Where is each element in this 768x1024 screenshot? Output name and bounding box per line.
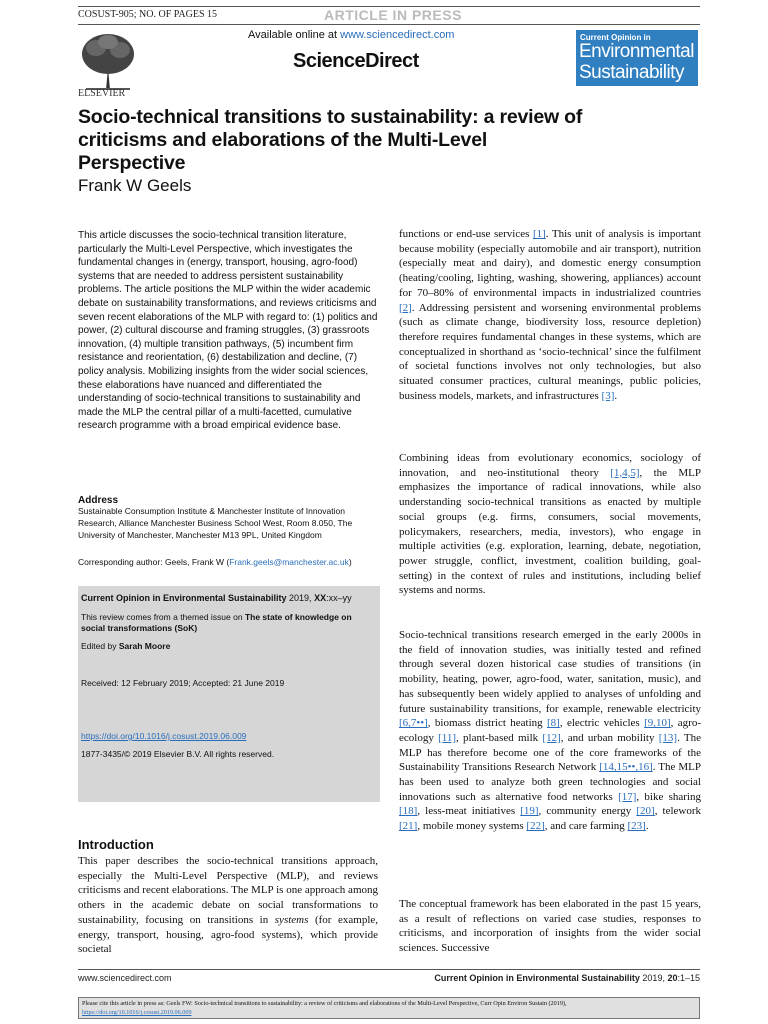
infobox-theme-title: The state of knowledge on social transformations (SoK) <box>81 612 352 633</box>
journal-badge-title <box>579 41 694 83</box>
text-run: , bike sharing <box>636 790 701 803</box>
citation-link[interactable]: [1] <box>532 228 546 240</box>
sciencedirect-logo: ScienceDirect <box>293 50 419 72</box>
cite-this-article-box <box>78 997 700 1019</box>
footer-citation <box>434 973 700 983</box>
citation-link[interactable]: [23] <box>627 820 646 833</box>
citation-link[interactable]: [18] <box>399 805 418 818</box>
abstract-text: This article discusses the socio-technical transition literature, particularly the Multi-Level Perspective, which investigates the fundamental changes in (energy, transport, housing, agro-food) systems that are needed to address persistent sustainability problems. The article positions the MLP within the wider academic debate on sustainability transformations, and reviews criticisms and seven recent elaborations of the MLP with regard to: (1) politics and power, (2) cultural discourse and framing struggles, (3) grassroots innovation, (4) multiple transition pathways, (5) incumbent firm resistance and reorientation, (6) destabilization and decline, (7) policy analysis. Mobilizing insights from the wider social sciences, these elaborations have nuanced and differentiated the understanding of socio-technical transitions to sustainability and made the MLP the central pillar of a multi-facetted, cumulative research programme with a broad empirical evidence base. <box>78 230 378 432</box>
text-run: , plant-based milk <box>456 731 543 744</box>
citation-link[interactable]: [6,7••] <box>399 717 428 730</box>
intro-text-a: This paper describes the socio-technical transitions approach, especially the Multi-Level Perspective (MLP), and reviews criticisms and recent elaborations. The MLP is one approach among others in the academic debate on social transformations to sustainability, focusing on transitions in <box>78 855 378 926</box>
right-paragraph-1 <box>399 227 701 403</box>
cite-doi-link[interactable]: https://doi.org/10.1016/j.cosust.2019.06.009 <box>82 1009 192 1016</box>
availability-prefix: Available online at <box>248 29 341 41</box>
footer-volume: 20 <box>667 973 678 983</box>
text-run: , mobile money systems <box>417 820 527 833</box>
article-info-box <box>78 586 380 802</box>
corresponding-suffix: ) <box>348 557 352 567</box>
right-paragraph-3 <box>399 628 701 834</box>
cite-line-1: Please cite this article in press as: Geels FW: Socio-technical transitions to sustainability: a review of criticisms and elaborations of the Multi-Level Perspective, Curr Opin Environ Sustain (2019), <box>82 1000 567 1007</box>
right-paragraph-2 <box>399 451 701 598</box>
footer-journal: Current Opinion in Environmental Sustainability <box>434 973 640 983</box>
address-label: Address <box>78 495 119 506</box>
citation-link[interactable]: [20] <box>636 805 655 818</box>
text-run: , less-meat initiatives <box>417 805 521 818</box>
intro-text-em: systems <box>274 913 309 926</box>
infobox-editor-name: Sarah Moore <box>118 641 171 651</box>
article-title-line3: Perspective <box>78 152 186 174</box>
author-email-link[interactable]: Frank.geels@manchester.ac.uk <box>229 557 349 567</box>
availability-line <box>248 29 454 41</box>
text-run: . The MLP has therefore become one of the core frameworks of the Sustainability Transitions Research Network <box>399 731 702 774</box>
article-title-line1: Socio-technical transitions to sustainability: a review of <box>78 106 583 128</box>
citation-link[interactable]: [14,15••,16] <box>599 761 653 774</box>
text-run: Combining ideas from evolutionary economics, sociology of innovation, and neo-institutional theory <box>399 452 701 479</box>
infobox-dates: Received: 12 February 2019; Accepted: 21 June 2019 <box>81 678 285 688</box>
publisher-name: ELSEVIER <box>78 88 126 99</box>
text-run: . This unit of analysis is important because mobility (especially automobile and air transport), nutrition (especially meat and dairy), and domestic energy consumption (heating/cooling, lighting, washing, showering, appliances) account for 70–80% of environmental impacts in industrialized countries <box>399 228 701 299</box>
author-name: Frank W Geels <box>78 176 192 195</box>
citation-link[interactable]: [17] <box>618 790 637 803</box>
sciencedirect-link[interactable]: www.sciencedirect.com <box>340 29 455 41</box>
journal-badge-line1: Current Opinion in <box>580 33 651 42</box>
infobox-theme <box>81 612 377 634</box>
text-run: , the MLP emphasizes the importance of radical innovations, while also understanding socio-technical transitions as enacted by multiple social groups (e.g. firms, consumers, social movements, policymakers, researchers, media, investors), who engage in multiple activities (e.g. exploration, learning, debate, negotiation, power struggle, conflict, investment, coalition building, goal-setting) in the context of rules and institutions, including belief systems and norms. <box>399 466 701 597</box>
journal-badge-line2: Environmental <box>579 41 694 62</box>
text-run: , electric vehicles <box>559 717 645 730</box>
infobox-theme-prefix: This review comes from a themed issue on <box>81 612 245 622</box>
infobox-citation <box>81 593 352 604</box>
infobox-journal: Current Opinion in Environmental Sustainability <box>81 593 287 603</box>
article-title <box>78 106 638 175</box>
citation-link[interactable]: [13] <box>658 731 678 744</box>
address-text: Sustainable Consumption Institute & Manchester Institute of Innovation Research, Alliance Manchester Business School West, Room 8.050, The University of Manchester, Manchester M13 9PL, United Kingdom <box>78 506 353 540</box>
text-run: . <box>614 389 618 402</box>
text-run: , agro-ecology <box>399 717 701 744</box>
footer-pages: :1–15 <box>677 973 700 983</box>
text-run: , and care farming <box>544 820 628 833</box>
citation-link[interactable]: [21] <box>399 820 418 833</box>
text-run: , biomass district heating <box>427 717 547 730</box>
text-run: , and urban mobility <box>560 731 659 744</box>
infobox-year: 2019, <box>286 593 315 603</box>
intro-text-b: (for example, energy, transport, housing, agro-food systems), which provide societal <box>78 913 379 956</box>
citation-link[interactable]: [19] <box>520 805 539 818</box>
corresponding-prefix: Corresponding author: Geels, Frank W ( <box>78 557 230 567</box>
text-run: , telework <box>654 805 701 818</box>
citation-link[interactable]: [22] <box>526 820 545 833</box>
citation-link[interactable]: [8] <box>547 717 560 730</box>
manuscript-code: COSUST-905; NO. OF PAGES 15 <box>78 9 218 20</box>
citation-link[interactable]: [2] <box>399 301 412 314</box>
citation-link[interactable]: [9,10] <box>644 717 671 730</box>
article-status-bar <box>78 6 700 25</box>
text-run: , community energy <box>538 805 637 818</box>
footer-year: 2019, <box>639 973 668 983</box>
journal-badge-line3: Sustainability <box>579 62 684 83</box>
text-run: functions or end-use services <box>399 228 533 240</box>
citation-link[interactable]: [12] <box>542 731 561 744</box>
doi-link[interactable]: https://doi.org/10.1016/j.cosust.2019.06.009 <box>81 731 247 741</box>
article-title-line2: criticisms and elaborations of the Multi-Level <box>78 129 488 151</box>
text-run: Socio-technical transitions research emerged in the early 2000s in the field of innovation studies, was initially tested and refined through several dozen historical case studies of transitions (in mobility, heating, power, agro-food, water, sanitation, music), and has subsequently been widely applied to analyses of unfolding and future sustainability transitions, for example, renewable electricity <box>399 629 701 715</box>
infobox-pages: :xx–yy <box>326 593 352 603</box>
infobox-editor <box>81 641 170 651</box>
infobox-copyright: 1877-3435/© 2019 Elsevier B.V. All rights reserved. <box>81 749 275 759</box>
citation-link[interactable]: [1,4,5] <box>610 466 640 479</box>
citation-link[interactable]: [3] <box>601 389 615 402</box>
text-run: . Addressing persistent and worsening environmental problems (such as climate change, biodiversity loss, resource depletion) therefore requires fundamental changes in these systems, which are conceptualized in shorthand as ‘socio-technical’ since the fulfilment of societal functions involves not only technologies, but also situated consumer practices, cultural meanings, public policies, business models, markets, and infrastructures <box>399 301 701 402</box>
text-run: . <box>645 820 649 833</box>
corresponding-author <box>78 557 380 569</box>
infobox-edited-prefix: Edited by <box>81 641 119 651</box>
right-paragraph-4: The conceptual framework has been elaborated in the past 15 years, as a result of reflections on varied case studies, responses to criticisms, and incorporation of insights from the wider social sciences. Successive <box>399 898 701 955</box>
journal-badge <box>576 30 698 86</box>
infobox-volume: XX <box>314 593 327 603</box>
footer-divider <box>78 969 700 970</box>
footer-site-link[interactable]: www.sciencedirect.com <box>78 973 172 983</box>
citation-link[interactable]: [11] <box>438 731 457 744</box>
text-run: . The MLP has been used to analyze both green technologies and social innovations such as alternative food networks <box>399 761 701 803</box>
article-in-press-banner: ARTICLE IN PRESS <box>324 7 462 23</box>
introduction-heading: Introduction <box>78 837 154 852</box>
introduction-paragraph <box>78 854 378 957</box>
